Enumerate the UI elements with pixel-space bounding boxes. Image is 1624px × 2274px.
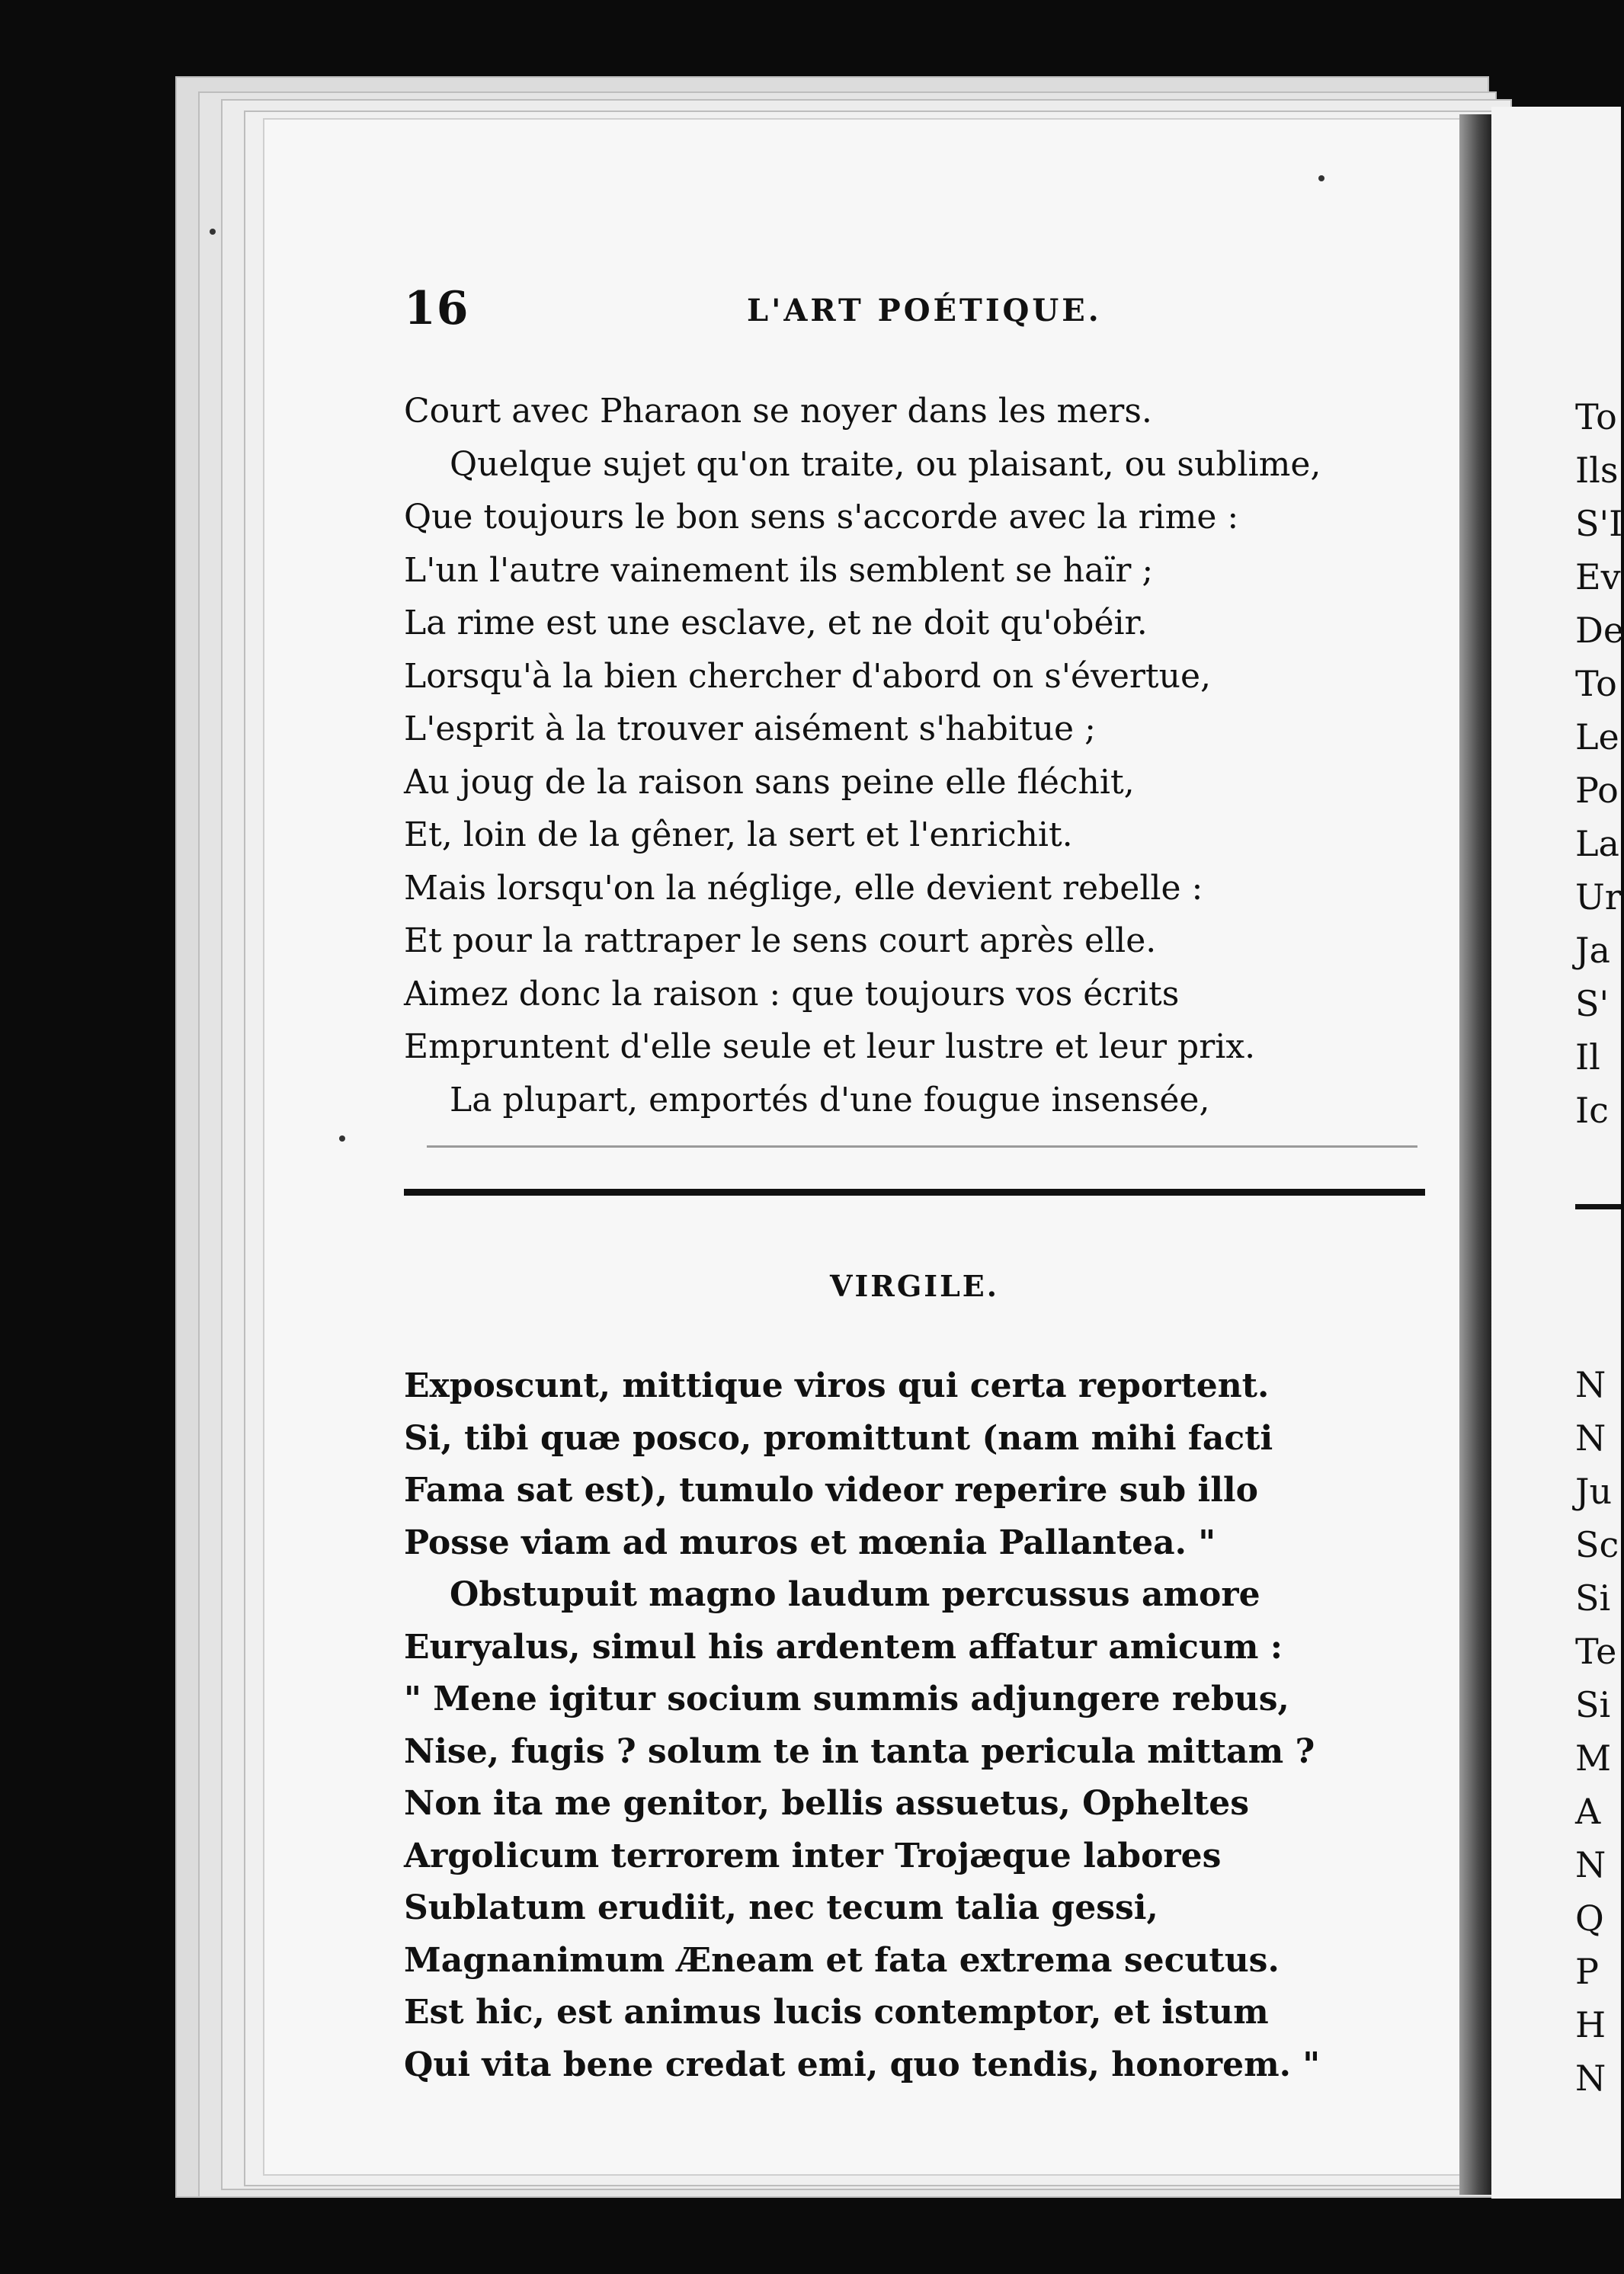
verse-line: Sublatum erudiit, nec tecum talia gessi, <box>404 1888 1158 1927</box>
running-title: L'ART POÉTIQUE. <box>747 293 1102 328</box>
verse-line: L'esprit à la trouver aisément s'habitue ; <box>404 709 1096 748</box>
ink-speck <box>1318 175 1325 181</box>
facing-line-fragment: La <box>1575 823 1619 864</box>
faint-rule <box>427 1145 1417 1148</box>
facing-line-fragment: Ja <box>1575 930 1610 971</box>
verse-line: Euryalus, simul his ardentem affatur amicum : <box>404 1627 1283 1667</box>
verse-line: Que toujours le bon sens s'accorde avec la rime : <box>404 498 1239 536</box>
facing-line-fragment: Ur <box>1575 876 1622 918</box>
verse-line: Posse viam ad muros et mœnia Pallantea. " <box>404 1523 1216 1562</box>
verse-line: Mais lorsqu'on la néglige, elle devient rebelle : <box>404 868 1203 908</box>
facing-line-fragment: Il <box>1575 1036 1600 1078</box>
verse-line: Nise, fugis ? solum te in tanta pericula mittam ? <box>404 1731 1315 1771</box>
facing-line-fragment: De <box>1575 610 1624 651</box>
facing-line-fragment: N <box>1575 1417 1606 1459</box>
verse-line: Exposcunt, mittique viros qui certa reportent. <box>404 1366 1270 1405</box>
art-poetique-verse <box>404 385 1486 1126</box>
facing-line-fragment: Si <box>1575 1684 1611 1725</box>
facing-line-fragment: Ils <box>1575 450 1619 491</box>
verse-line: Si, tibi quæ posco, promittunt (nam mihi facti <box>404 1418 1273 1458</box>
facing-line-fragment: Ev <box>1575 556 1621 597</box>
verse-line: Aimez donc la raison : que toujours vos écrits <box>404 974 1180 1014</box>
facing-line-fragment: H <box>1575 2004 1606 2045</box>
page-number: 16 <box>404 282 469 335</box>
verse-line: " Mene igitur socium summis adjungere rebus, <box>404 1680 1289 1718</box>
verse-line: Argolicum terrorem inter Trojæque labores <box>404 1836 1222 1875</box>
facing-line-fragment: To <box>1575 663 1617 704</box>
verse-line: Obstupuit magno laudum percussus amore <box>450 1575 1260 1614</box>
virgile-verse <box>404 1360 1486 2091</box>
verse-line: Qui vita bene credat emi, quo tendis, honorem. " <box>404 2045 1321 2084</box>
facing-line-fragment: Sc <box>1575 1524 1619 1565</box>
verse-line: Au joug de la raison sans peine elle fléchit, <box>404 762 1135 802</box>
verse-line: La plupart, emportés d'une fougue insensée, <box>450 1080 1210 1119</box>
verse-line: Et pour la rattraper le sens court après elle. <box>404 921 1157 960</box>
verse-line: Est hic, est animus lucis contemptor, et istum <box>404 1993 1269 2032</box>
facing-line-fragment: S'I <box>1575 503 1623 544</box>
facing-line-fragment: M <box>1575 1738 1612 1779</box>
verse-line: Magnanimum Æneam et fata extrema secutus. <box>404 1940 1280 1980</box>
facing-line-fragment: Te <box>1575 1631 1617 1672</box>
verse-line: Empruntent d'elle seule et leur lustre et leur prix. <box>404 1027 1256 1066</box>
facing-divider <box>1575 1204 1621 1209</box>
facing-page <box>1491 107 1624 2199</box>
section-title: VIRGILE. <box>830 1269 999 1303</box>
facing-line-fragment: Le <box>1575 716 1619 757</box>
verse-line: Lorsqu'à la bien chercher d'abord on s'évertue, <box>404 656 1211 696</box>
facing-line-fragment: P <box>1575 1951 1599 1992</box>
verse-line: La rime est une esclave, et ne doit qu'obéir. <box>404 604 1148 642</box>
facing-line-fragment: Po <box>1575 770 1619 811</box>
verse-line: Et, loin de la gêner, la sert et l'enrichit. <box>404 815 1073 854</box>
verse-line: Court avec Pharaon se noyer dans les mers. <box>404 392 1152 431</box>
facing-line-fragment: N <box>1575 2058 1606 2099</box>
facing-line-fragment: N <box>1575 1844 1606 1885</box>
facing-line-fragment: A <box>1575 1791 1601 1832</box>
verse-line: Non ita me genitor, bellis assuetus, Opheltes <box>404 1784 1250 1823</box>
ink-speck <box>339 1135 345 1142</box>
facing-line-fragment: Ic <box>1575 1090 1609 1131</box>
facing-line-fragment: Si <box>1575 1577 1611 1619</box>
ink-speck <box>210 229 216 235</box>
facing-line-fragment: S' <box>1575 983 1610 1024</box>
facing-line-fragment: Q <box>1575 1898 1604 1939</box>
verse-line: L'un l'autre vainement ils semblent se haïr ; <box>404 550 1154 590</box>
verse-line: Quelque sujet qu'on traite, ou plaisant, ou sublime, <box>450 444 1321 484</box>
facing-line-fragment: To <box>1575 396 1617 437</box>
facing-line-fragment: Ju <box>1575 1471 1613 1512</box>
verse-line: Fama sat est), tumulo videor reperire sub illo <box>404 1471 1258 1510</box>
facing-line-fragment: N <box>1575 1364 1606 1405</box>
book-spine <box>1459 114 1491 2195</box>
section-divider <box>404 1189 1425 1196</box>
